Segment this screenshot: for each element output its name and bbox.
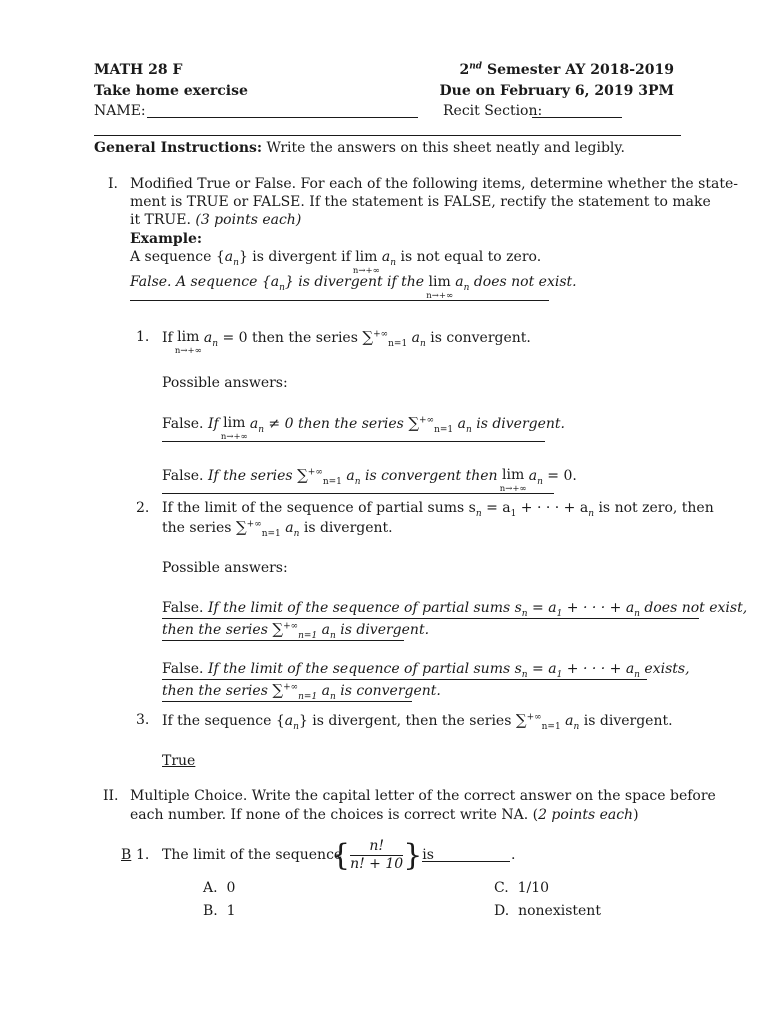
mc-q1-number: 1. [136, 847, 150, 863]
q2-answer-2-rule1 [162, 679, 647, 680]
exercise-title: Take home exercise [94, 83, 248, 99]
recit-label: Recit Section: [443, 103, 543, 119]
part1-line2: ment is TRUE or FALSE. If the statement is FALSE, rectify the statement to make [130, 194, 711, 210]
mc-q1-stem-text: The limit of the sequence [162, 847, 343, 863]
q1-answer-2: False. If the series $\sum^{+\infty}_{n=1}$ $a_n$ is convergent then lim n→+∞ $a_n = 0$. [162, 466, 577, 494]
q1-answer-1: False. If lim n→+∞ $a_n \ne 0$ then the series $\sum^{+\infty}_{n=1}$ $a_n$ is divergent. [162, 414, 565, 442]
part1-line3: it TRUE. (3 points each) [130, 212, 302, 228]
mc-q1-fraction: { $\frac{n!}{n! + 10}$ } is [331, 837, 434, 873]
course-code: MATH 28 F [94, 62, 183, 78]
example-answer-line [130, 300, 549, 301]
q2-possible-label: Possible answers: [162, 560, 288, 576]
q2-answer-1-line2: then the series $\sum^{+\infty}_{n=1}$ $a_n$ is divergent. [162, 620, 430, 641]
q1-answer-1-line [162, 441, 545, 442]
choice-b: B. 1 [203, 903, 236, 919]
name-line [147, 117, 418, 118]
mc-q1-blank [422, 861, 510, 862]
choice-d: D. nonexistent [494, 903, 601, 919]
mc-q1-dot: . [511, 847, 516, 863]
part2-numeral: II. [103, 788, 119, 804]
choice-a: A. 0 [203, 880, 236, 896]
q2-answer-2-line1: False. If the limit of the sequence of partial sums $s_n = a_1$ + · · · + $a_n$ exists, [162, 661, 690, 680]
q2-number: 2. [136, 500, 150, 516]
example-answer: False. A sequence $\{a_n\}$ is divergent if the lim n→+∞ $a_n$ does not exist. [130, 274, 577, 301]
mc-q1-answer: B [121, 847, 132, 863]
general-instructions: General Instructions: Write the answers on this sheet neatly and legibly. [94, 140, 625, 156]
q2-statement-line1: If the limit of the sequence of partial sums $s_n = a_1$ + · · · + $a_n$ is not zero, then [162, 500, 714, 519]
example-label: Example: [130, 231, 203, 247]
part1-line1: Modified True or False. For each of the following items, determine whether the state- [130, 176, 738, 192]
q1-possible-label: Possible answers: [162, 375, 288, 391]
part2-line1: Multiple Choice. Write the capital letter of the correct answer on the space before [130, 788, 716, 804]
q2-statement-line2: the series $\sum^{+\infty}_{n=1}$ $a_n$ is divergent. [162, 518, 393, 539]
q2-answer-1-line1: False. If the limit of the sequence of partial sums $s_n = a_1$ + · · · + $a_n$ does not exist, [162, 600, 748, 619]
semester: 2nd Semester AY 2018-2019 [459, 61, 674, 78]
choice-c: C. 1/10 [494, 880, 550, 896]
due-date: Due on February 6, 2019 3PM [439, 83, 674, 99]
recit-line [532, 117, 622, 118]
q2-answer-2-rule2 [162, 701, 412, 702]
q1-answer-2-line [162, 493, 554, 494]
q2-answer-1-rule1 [162, 618, 699, 619]
q2-answer-2-line2: then the series $\sum^{+\infty}_{n=1}$ $a_n$ is convergent. [162, 681, 441, 702]
header-rule [94, 135, 681, 136]
example-statement: A sequence $\{a_n\}$ is divergent if lim n→+∞ $a_n$ is not equal to zero. [130, 249, 542, 276]
q3-number: 3. [136, 712, 150, 728]
q1-number: 1. [136, 329, 150, 345]
q2-answer-1-rule2 [162, 640, 404, 641]
q3-statement: If the sequence $\{a_n\}$ is divergent, then the series $\sum^{+\infty}_{n=1}$ $a_n$ is divergent. [162, 711, 673, 732]
name-label: NAME: [94, 103, 146, 119]
part2-line2: each number. If none of the choices is correct write NA. (2 points each) [130, 807, 639, 823]
q3-answer: True [162, 753, 196, 769]
q1-statement: If lim n→+∞ $a_n = 0$ then the series $\sum^{+\infty}_{n=1}$ $a_n$ is convergent. [162, 328, 531, 356]
part1-numeral: I. [108, 176, 118, 192]
